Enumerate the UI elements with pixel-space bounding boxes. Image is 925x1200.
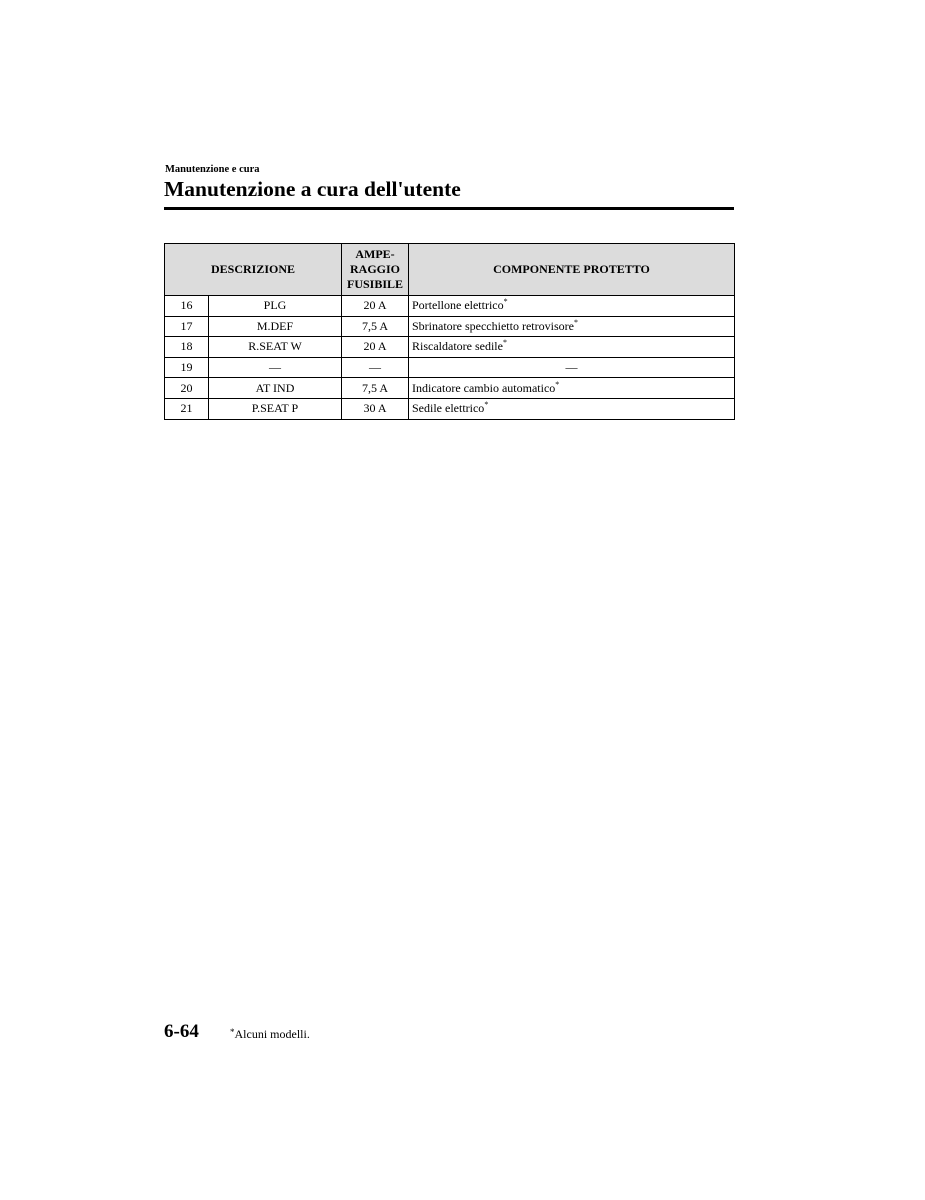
fuse-component [409,398,735,419]
page-title: Manutenzione a cura dell'utente [164,177,461,201]
header-component: COMPONENTE PROTETTO [409,244,735,296]
header-description: DESCRIZIONE [165,244,342,296]
fuse-amperage: 7,5 A [342,316,409,337]
footnote-text: Alcuni modelli. [234,1027,310,1041]
asterisk-mark: * [573,317,578,327]
fuse-amperage: 7,5 A [342,378,409,399]
fuse-component [409,337,735,358]
fuse-table [164,243,735,420]
component-text: — [565,360,578,375]
footnote [230,1027,310,1042]
title-rule [164,207,734,210]
table-row [165,296,735,317]
fuse-number: 18 [165,337,209,358]
fuse-component [409,378,735,399]
header-amperage-line3: FUSIBILE [346,277,404,291]
component-text: Riscaldatore sedile [412,339,503,354]
component-text: Sedile elettrico [412,401,485,416]
fuse-description: — [209,357,342,378]
table-header-row [165,244,735,296]
fuse-description: AT IND [209,378,342,399]
page-number: 6-64 [164,1021,199,1042]
fuse-amperage: 20 A [342,337,409,358]
fuse-component [409,296,735,317]
fuse-amperage: 20 A [342,296,409,317]
fuse-description: R.SEAT W [209,337,342,358]
section-label: Manutenzione e cura [165,164,260,175]
table-row [165,316,735,337]
fuse-component [409,357,735,378]
fuse-amperage: — [342,357,409,378]
component-text: Portellone elettrico [412,298,504,313]
asterisk-mark: * [502,338,507,348]
asterisk-mark: * [503,297,508,307]
header-amperage-line1: AMPE- [355,247,395,261]
fuse-number: 19 [165,357,209,378]
header-amperage [342,244,409,296]
footnote-asterisk: * [230,1027,235,1037]
table-row [165,398,735,419]
fuse-description: PLG [209,296,342,317]
table-row [165,357,735,378]
header-amperage-line2: RAGGIO [349,262,400,276]
fuse-component [409,316,735,337]
table-row [165,378,735,399]
table-row [165,337,735,358]
fuse-number: 20 [165,378,209,399]
fuse-description: M.DEF [209,316,342,337]
asterisk-mark: * [555,379,560,389]
component-text: Indicatore cambio automatico [412,380,556,395]
fuse-description: P.SEAT P [209,398,342,419]
fuse-number: 17 [165,316,209,337]
asterisk-mark: * [484,400,489,410]
fuse-amperage: 30 A [342,398,409,419]
component-text: Sbrinatore specchietto retrovisore [412,318,574,333]
fuse-number: 16 [165,296,209,317]
fuse-number: 21 [165,398,209,419]
